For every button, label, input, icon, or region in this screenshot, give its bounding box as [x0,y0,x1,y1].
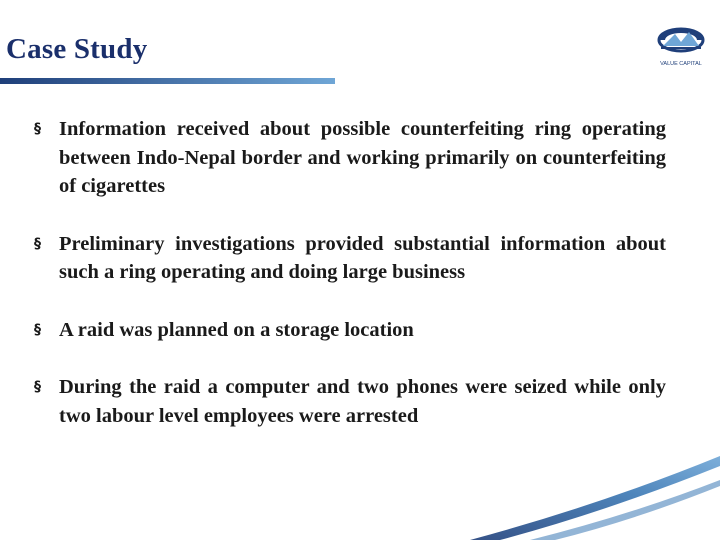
bullet-marker: § [34,379,41,395]
bullet-text: During the raid a computer and two phones were seized while only two labour level employees were arrested [59,376,666,427]
slide-title: Case Study [6,33,148,65]
bullet-text: A raid was planned on a storage location [59,318,414,341]
bullet-text: Preliminary investigations provided substantial information about such a ring operating and doing large business [59,232,666,283]
title-underline [0,78,335,84]
bullet-item [34,316,666,345]
bullet-item [34,373,666,430]
bullet-list [34,115,666,459]
company-logo-icon [648,20,714,68]
bullet-item [34,230,666,287]
bullet-text: Information received about possible counterfeiting ring operating between Indo-Nepal border and working primarily on counterfeiting of cigarettes [59,118,666,197]
bullet-marker: § [34,235,41,252]
bullet-marker: § [34,321,41,338]
bullet-item [34,115,666,201]
bullet-marker: § [34,121,41,137]
logo-text: VALUE CAPITAL [660,61,702,67]
